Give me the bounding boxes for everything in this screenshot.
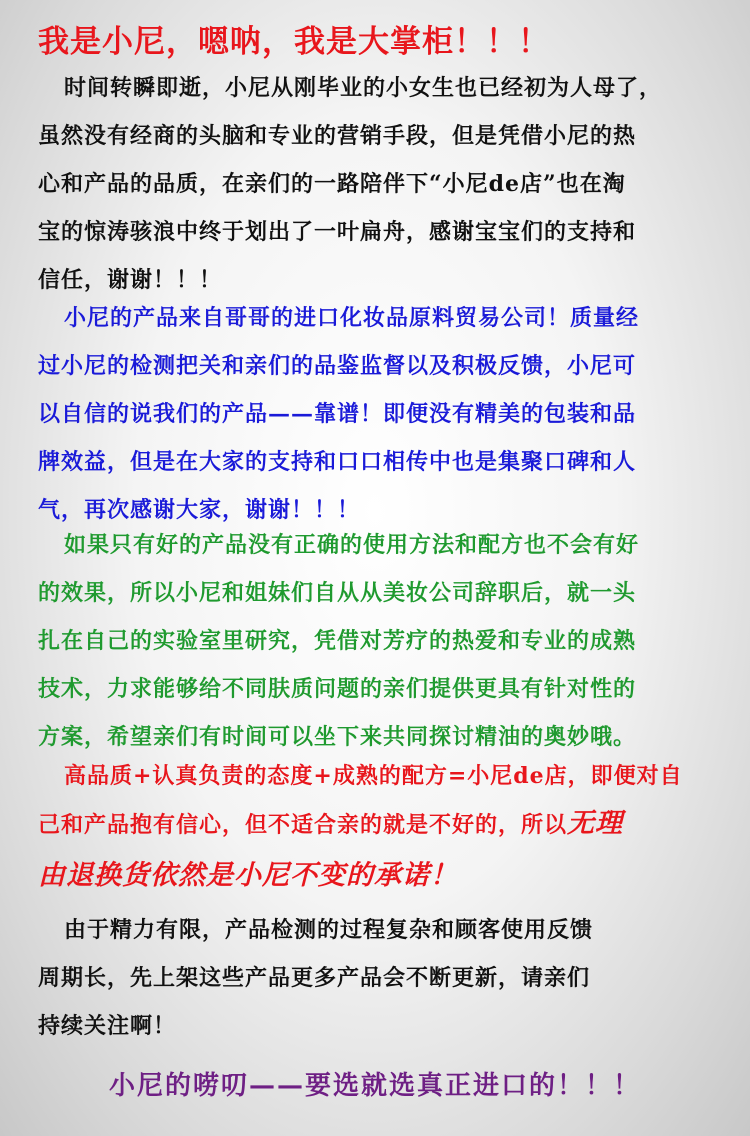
- paragraph-line: 信任，谢谢！！！: [38, 267, 223, 293]
- paragraph-line: 气，再次感谢大家，谢谢！！！: [38, 497, 361, 523]
- paragraph-line: 宝的惊涛骇浪中终于划出了一叶扁舟，感谢宝宝们的支持和: [38, 219, 637, 245]
- promise-emphasis-line: 由退换货依然是小尼不变的承诺！: [38, 860, 458, 891]
- paragraph-line: 以自信的说我们的产品——靠谱！即便没有精美的包装和品: [38, 401, 637, 427]
- paragraph-line: 心和产品的品质，在亲们的一路陪伴下“小尼de店”也在淘: [38, 171, 626, 197]
- paragraph-line: 方案，希望亲们有时间可以坐下来共同探讨精油的奥妙哦。: [38, 724, 637, 750]
- slogan: 小尼的唠叨——要选就选真正进口的！！！: [108, 1071, 641, 1101]
- paragraph-line: 持续关注啊！: [38, 1013, 177, 1039]
- paragraph-updates: [38, 906, 718, 1050]
- paragraph-line: 高品质+认真负责的态度+成熟的配方=小尼de店，即便对自: [64, 763, 683, 789]
- paragraph-line: 牌效益，但是在大家的支持和口口相传中也是集聚口碑和人: [38, 449, 637, 475]
- paragraph-line: 时间转瞬即逝，小尼从刚毕业的小女生也已经初为人母了，: [64, 75, 663, 101]
- promise-text: 己和产品抱有信心，但不适合亲的就是不好的，所以: [38, 812, 568, 838]
- paragraph-line: 周期长，先上架这些产品更多产品会不断更新，请亲们: [38, 965, 591, 991]
- paragraph-intro: [38, 64, 718, 304]
- promise-emphasis: 无理: [567, 808, 624, 839]
- paragraph-line: 过小尼的检测把关和亲们的品鉴监督以及积极反馈，小尼可: [38, 353, 637, 379]
- paragraph-promise: [38, 752, 718, 904]
- paragraph-products: [38, 294, 718, 534]
- paragraph-research: [38, 521, 718, 761]
- paragraph-line: 小尼的产品来自哥哥的进口化妆品原料贸易公司！质量经: [64, 305, 640, 331]
- paragraph-line: 技术，力求能够给不同肤质问题的亲们提供更具有针对性的: [38, 676, 637, 702]
- paragraph-line: 的效果，所以小尼和姐妹们自从从美妆公司辞职后，就一头: [38, 580, 637, 606]
- headline: 我是小尼，嗯呐，我是大掌柜！！！: [38, 24, 550, 60]
- paragraph-line: 由于精力有限，产品检测的过程复杂和顾客使用反馈: [64, 917, 594, 943]
- paragraph-line: 如果只有好的产品没有正确的使用方法和配方也不会有好: [64, 532, 640, 558]
- paragraph-line: 扎在自己的实验室里研究，凭借对芳疗的热爱和专业的成熟: [38, 628, 637, 654]
- paragraph-line: [38, 800, 718, 848]
- paragraph-line: 虽然没有经商的头脑和专业的营销手段，但是凭借小尼的热: [38, 123, 637, 149]
